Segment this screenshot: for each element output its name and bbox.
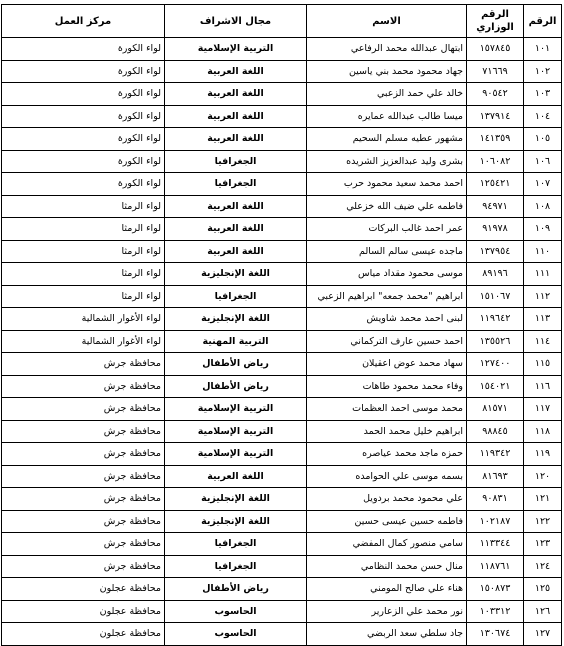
work-center: لواء الأغوار الشمالية <box>2 308 165 331</box>
table-row <box>2 150 562 173</box>
supervision-field: اللغة الإنجليزية <box>165 263 307 286</box>
table-row <box>2 510 562 533</box>
table-row <box>2 83 562 106</box>
row-number: ١٠٥ <box>524 128 562 151</box>
work-center: لواء الكورة <box>2 173 165 196</box>
ministry-id: ١٠٦٠٨٢ <box>467 150 524 173</box>
work-center: لواء الكورة <box>2 128 165 151</box>
ministry-id: ١٥٠٨٧٣ <box>467 578 524 601</box>
work-center: محافظة جرش <box>2 555 165 578</box>
row-number: ١٢٣ <box>524 533 562 556</box>
table-row <box>2 38 562 61</box>
person-name: فاطمه علي ضيف الله خزعلي <box>307 195 467 218</box>
supervision-field: الجغرافيا <box>165 285 307 308</box>
supervision-field: التربية الإسلامية <box>165 38 307 61</box>
person-name: هناء علي صالح المومني <box>307 578 467 601</box>
supervision-field: رياض الأطفال <box>165 353 307 376</box>
table-row <box>2 578 562 601</box>
work-center: لواء الكورة <box>2 105 165 128</box>
ministry-id: ٨٩١٩٦ <box>467 263 524 286</box>
table-row <box>2 330 562 353</box>
table-row <box>2 218 562 241</box>
person-name: ماجده عيسى سالم السالم <box>307 240 467 263</box>
table-row <box>2 420 562 443</box>
table-row <box>2 623 562 646</box>
person-name: علي محمود محمد بردويل <box>307 488 467 511</box>
work-center: لواء الرمثا <box>2 240 165 263</box>
row-number: ١٢٧ <box>524 623 562 646</box>
work-center: لواء الرمثا <box>2 263 165 286</box>
row-number: ١٠٧ <box>524 173 562 196</box>
table-row <box>2 600 562 623</box>
ministry-id: ١٢٥٤٢١ <box>467 173 524 196</box>
table-row <box>2 353 562 376</box>
row-number: ١١٨ <box>524 420 562 443</box>
ministry-id: ٨١٥٧١ <box>467 398 524 421</box>
ministry-id: ١٥٤٠٢١ <box>467 375 524 398</box>
person-name: احمد حسين عارف التركماني <box>307 330 467 353</box>
table-row <box>2 285 562 308</box>
work-center: محافظة عجلون <box>2 578 165 601</box>
person-name: ابتهال عبدالله محمد الرفاعي <box>307 38 467 61</box>
work-center: محافظة جرش <box>2 420 165 443</box>
person-name: لبنى احمد محمد شاويش <box>307 308 467 331</box>
table-row <box>2 555 562 578</box>
header-work-center: مركز العمل <box>2 5 165 38</box>
supervision-field: الحاسوب <box>165 600 307 623</box>
ministry-id: ١١٣٣٤٤ <box>467 533 524 556</box>
row-number: ١١١ <box>524 263 562 286</box>
work-center: محافظة عجلون <box>2 623 165 646</box>
row-number: ١٢٥ <box>524 578 562 601</box>
person-name: خالد علي حمد الزعبي <box>307 83 467 106</box>
row-number: ١١٠ <box>524 240 562 263</box>
work-center: محافظة جرش <box>2 375 165 398</box>
ministry-id: ١٢٧٤٠٠ <box>467 353 524 376</box>
work-center: محافظة جرش <box>2 488 165 511</box>
header-supervision-field: مجال الاشراف <box>165 5 307 38</box>
person-name: جاد سلطي سعد الربضي <box>307 623 467 646</box>
supervision-field: الجغرافيا <box>165 555 307 578</box>
person-name: بشرى وليد عبدالعزيز الشريده <box>307 150 467 173</box>
work-center: لواء الرمثا <box>2 218 165 241</box>
person-name: بسمه موسى علي الحوامده <box>307 465 467 488</box>
row-number: ١١٢ <box>524 285 562 308</box>
person-name: سهاد محمد عوض اعقيلان <box>307 353 467 376</box>
supervision-field: اللغة العربية <box>165 128 307 151</box>
supervision-field: اللغة العربية <box>165 105 307 128</box>
table-row <box>2 240 562 263</box>
ministry-id: ١٥١٠٦٧ <box>467 285 524 308</box>
person-name: ابراهيم "محمد جمعه" ابراهيم الزعبي <box>307 285 467 308</box>
supervision-field: الجغرافيا <box>165 150 307 173</box>
ministry-id: ١١٩٦٤٢ <box>467 308 524 331</box>
supervision-field: اللغة الإنجليزية <box>165 308 307 331</box>
table-row <box>2 488 562 511</box>
table-row <box>2 195 562 218</box>
person-name: ابراهيم خليل محمد الحمد <box>307 420 467 443</box>
ministry-id: ٩٠٥٤٢ <box>467 83 524 106</box>
supervision-field: اللغة العربية <box>165 240 307 263</box>
table-row <box>2 465 562 488</box>
supervision-field: اللغة العربية <box>165 465 307 488</box>
table-row <box>2 173 562 196</box>
row-number: ١٠٢ <box>524 60 562 83</box>
work-center: محافظة عجلون <box>2 600 165 623</box>
work-center: محافظة جرش <box>2 465 165 488</box>
work-center: محافظة جرش <box>2 353 165 376</box>
table-row <box>2 375 562 398</box>
supervision-field: اللغة العربية <box>165 218 307 241</box>
person-name: نور محمد علي الزعارير <box>307 600 467 623</box>
row-number: ١٠١ <box>524 38 562 61</box>
supervision-field: التربية الإسلامية <box>165 420 307 443</box>
row-number: ١١٣ <box>524 308 562 331</box>
table-row <box>2 308 562 331</box>
ministry-id: ٩٨٨٤٥ <box>467 420 524 443</box>
table-row <box>2 128 562 151</box>
person-name: حمزه ماجد محمد عياصره <box>307 443 467 466</box>
row-number: ١٠٨ <box>524 195 562 218</box>
table-row <box>2 398 562 421</box>
ministry-id: ٧١٦٦٩ <box>467 60 524 83</box>
row-number: ١١٩ <box>524 443 562 466</box>
person-name: وفاء محمد محمود طاهات <box>307 375 467 398</box>
supervision-field: رياض الأطفال <box>165 375 307 398</box>
row-number: ١٠٦ <box>524 150 562 173</box>
person-name: عمر احمد غالب البركات <box>307 218 467 241</box>
row-number: ١٠٣ <box>524 83 562 106</box>
staff-table <box>1 4 562 646</box>
table-row <box>2 443 562 466</box>
row-number: ١٠٩ <box>524 218 562 241</box>
row-number: ١٢٠ <box>524 465 562 488</box>
row-number: ١٠٤ <box>524 105 562 128</box>
ministry-id: ٨١٦٩٣ <box>467 465 524 488</box>
person-name: محمد موسى احمد العظمات <box>307 398 467 421</box>
supervision-field: الحاسوب <box>165 623 307 646</box>
ministry-id: ١٣٠٦٧٤ <box>467 623 524 646</box>
person-name: احمد محمد سعيد محمود حرب <box>307 173 467 196</box>
supervision-field: التربية المهنية <box>165 330 307 353</box>
work-center: لواء الرمثا <box>2 285 165 308</box>
ministry-id: ٩١٩٧٨ <box>467 218 524 241</box>
person-name: سامي منصور كمال المفضي <box>307 533 467 556</box>
work-center: لواء الكورة <box>2 60 165 83</box>
ministry-id: ٩٤٩٧١ <box>467 195 524 218</box>
supervision-field: اللغة الإنجليزية <box>165 488 307 511</box>
ministry-id: ١٤١٣٥٩ <box>467 128 524 151</box>
table-row <box>2 533 562 556</box>
row-number: ١٢١ <box>524 488 562 511</box>
person-name: موسى محمود مقداد مياس <box>307 263 467 286</box>
table-row <box>2 263 562 286</box>
row-number: ١٢٦ <box>524 600 562 623</box>
ministry-id: ١٠٣٣١٢ <box>467 600 524 623</box>
person-name: منال حسن محمد النظامي <box>307 555 467 578</box>
ministry-id: ١٠٢١٨٧ <box>467 510 524 533</box>
supervision-field: اللغة العربية <box>165 60 307 83</box>
supervision-field: التربية الإسلامية <box>165 443 307 466</box>
work-center: لواء الكورة <box>2 83 165 106</box>
supervision-field: التربية الإسلامية <box>165 398 307 421</box>
header-name: الاسم <box>307 5 467 38</box>
row-number: ١٢٤ <box>524 555 562 578</box>
work-center: لواء الرمثا <box>2 195 165 218</box>
work-center: لواء الكورة <box>2 38 165 61</box>
header-row <box>2 5 562 38</box>
work-center: محافظة جرش <box>2 443 165 466</box>
row-number: ١٢٢ <box>524 510 562 533</box>
ministry-id: ١٣٧٩١٤ <box>467 105 524 128</box>
row-number: ١١٦ <box>524 375 562 398</box>
work-center: محافظة جرش <box>2 398 165 421</box>
ministry-id: ١١٨٧٦١ <box>467 555 524 578</box>
person-name: جهاد محمود محمد بني ياسين <box>307 60 467 83</box>
row-number: ١١٥ <box>524 353 562 376</box>
person-name: مشهور عطيه مسلم السحيم <box>307 128 467 151</box>
work-center: محافظة جرش <box>2 533 165 556</box>
person-name: ميسا طالب عبدالله عمايره <box>307 105 467 128</box>
supervision-field: اللغة العربية <box>165 195 307 218</box>
row-number: ١١٤ <box>524 330 562 353</box>
row-number: ١١٧ <box>524 398 562 421</box>
ministry-id: ١١٩٣٤٢ <box>467 443 524 466</box>
ministry-id: ١٣٧٩٥٤ <box>467 240 524 263</box>
header-ministry-id: الرقم الوزاري <box>467 5 524 38</box>
supervision-field: رياض الأطفال <box>165 578 307 601</box>
person-name: فاطمه حسين عيسى حسين <box>307 510 467 533</box>
ministry-id: ١٥٧٨٤٥ <box>467 38 524 61</box>
ministry-id: ١٣٥٥٢٦ <box>467 330 524 353</box>
table-row <box>2 105 562 128</box>
supervision-field: اللغة العربية <box>165 83 307 106</box>
ministry-id: ٩٠٨٣١ <box>467 488 524 511</box>
header-number: الرقم <box>524 5 562 38</box>
supervision-field: الجغرافيا <box>165 173 307 196</box>
supervision-field: اللغة الإنجليزية <box>165 510 307 533</box>
work-center: لواء الأغوار الشمالية <box>2 330 165 353</box>
supervision-field: الجغرافيا <box>165 533 307 556</box>
table-row <box>2 60 562 83</box>
work-center: لواء الكورة <box>2 150 165 173</box>
work-center: محافظة جرش <box>2 510 165 533</box>
